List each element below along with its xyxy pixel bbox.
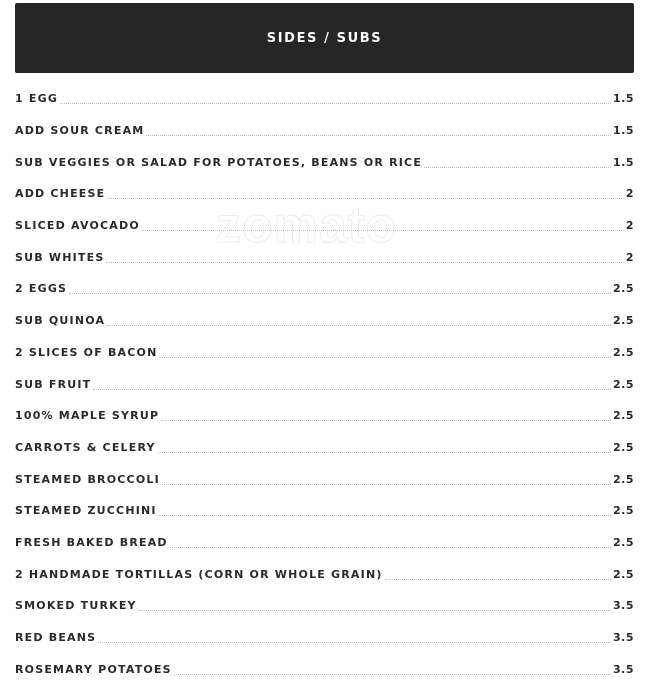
- menu-item-row: [15, 590, 634, 622]
- dotted-leader: [93, 389, 611, 390]
- menu-list: [15, 83, 634, 685]
- menu-item-price: 2.5: [613, 504, 634, 518]
- menu-item-price: 1.5: [613, 124, 634, 138]
- menu-item-price: 2.5: [613, 409, 634, 423]
- dotted-leader: [60, 103, 611, 104]
- menu-item-price: 2.5: [613, 314, 634, 328]
- menu-item-name: SUB QUINOA: [15, 314, 106, 328]
- dotted-leader: [107, 325, 611, 326]
- menu-item-name: STEAMED ZUCCHINI: [15, 504, 157, 518]
- menu-item-row: [15, 463, 634, 495]
- menu-item-row: [15, 527, 634, 559]
- menu-item-name: ROSEMARY POTATOES: [15, 662, 172, 676]
- dotted-leader: [385, 579, 611, 580]
- menu-item-row: [15, 115, 634, 147]
- menu-item-price: 2: [625, 187, 634, 201]
- dotted-leader: [159, 357, 611, 358]
- menu-item-row: [15, 210, 634, 242]
- dotted-leader: [146, 135, 611, 136]
- menu-item-name: SLICED AVOCADO: [15, 219, 140, 233]
- menu-item-name: SMOKED TURKEY: [15, 599, 137, 613]
- menu-item-name: 2 EGGS: [15, 282, 68, 296]
- menu-item-price: 2.5: [613, 567, 634, 581]
- dotted-leader: [69, 293, 611, 294]
- menu-item-price: 2.5: [613, 535, 634, 549]
- menu-item-price: 3.5: [613, 662, 634, 676]
- menu-item-name: CARROTS & CELERY: [15, 440, 156, 454]
- menu-item-name: 100% MAPLE SYRUP: [15, 409, 160, 423]
- menu-item-price: 2.5: [613, 472, 634, 486]
- menu-item-row: [15, 178, 634, 210]
- dotted-leader: [170, 547, 611, 548]
- menu-item-row: [15, 622, 634, 654]
- menu-item-row: [15, 83, 634, 115]
- dotted-leader: [106, 262, 623, 263]
- menu-item-price: 2.5: [613, 440, 634, 454]
- menu-item-price: 2: [625, 250, 634, 264]
- dotted-leader: [98, 642, 611, 643]
- dotted-leader: [139, 610, 611, 611]
- dotted-leader: [162, 484, 611, 485]
- menu-item-name: ADD CHEESE: [15, 187, 106, 201]
- menu-item-name: RED BEANS: [15, 631, 97, 645]
- section-header: [15, 3, 634, 73]
- dotted-leader: [142, 230, 624, 231]
- menu-item-row: [15, 273, 634, 305]
- menu-item-price: 2: [625, 219, 634, 233]
- menu-item-price: 3.5: [613, 599, 634, 613]
- menu-item-name: SUB WHITES: [15, 250, 105, 264]
- menu-item-row: [15, 558, 634, 590]
- menu-item-price: 1.5: [613, 92, 634, 106]
- menu-item-row: [15, 653, 634, 685]
- menu-item-name: SUB FRUIT: [15, 377, 92, 391]
- menu-item-row: [15, 146, 634, 178]
- dotted-leader: [107, 198, 623, 199]
- menu-item-row: [15, 495, 634, 527]
- menu-item-name: ADD SOUR CREAM: [15, 124, 145, 138]
- menu-item-name: 1 EGG: [15, 92, 59, 106]
- zomato-watermark: zomato: [216, 197, 397, 253]
- dotted-leader: [424, 167, 611, 168]
- section-title: SIDES / SUBS: [266, 30, 383, 46]
- menu-item-name: FRESH BAKED BREAD: [15, 535, 168, 549]
- menu-item-price: 2.5: [613, 345, 634, 359]
- menu-item-row: [15, 241, 634, 273]
- menu-item-name: SUB VEGGIES OR SALAD FOR POTATOES, BEANS OR RICE: [15, 155, 423, 169]
- menu-item-row: [15, 368, 634, 400]
- menu-item-row: [15, 400, 634, 432]
- dotted-leader: [174, 674, 611, 675]
- menu-item-row: [15, 337, 634, 369]
- menu-item-name: 2 SLICES OF BACON: [15, 345, 158, 359]
- menu-item-price: 1.5: [613, 155, 634, 169]
- dotted-leader: [161, 420, 611, 421]
- dotted-leader: [159, 515, 611, 516]
- menu-item-price: 2.5: [613, 377, 634, 391]
- menu-item-name: STEAMED BROCCOLI: [15, 472, 160, 486]
- menu-item-row: [15, 432, 634, 464]
- dotted-leader: [158, 452, 611, 453]
- menu-item-name: 2 HANDMADE TORTILLAS (CORN OR WHOLE GRAIN): [15, 567, 383, 581]
- menu-item-price: 2.5: [613, 282, 634, 296]
- menu-item-price: 3.5: [613, 631, 634, 645]
- menu-item-row: [15, 305, 634, 337]
